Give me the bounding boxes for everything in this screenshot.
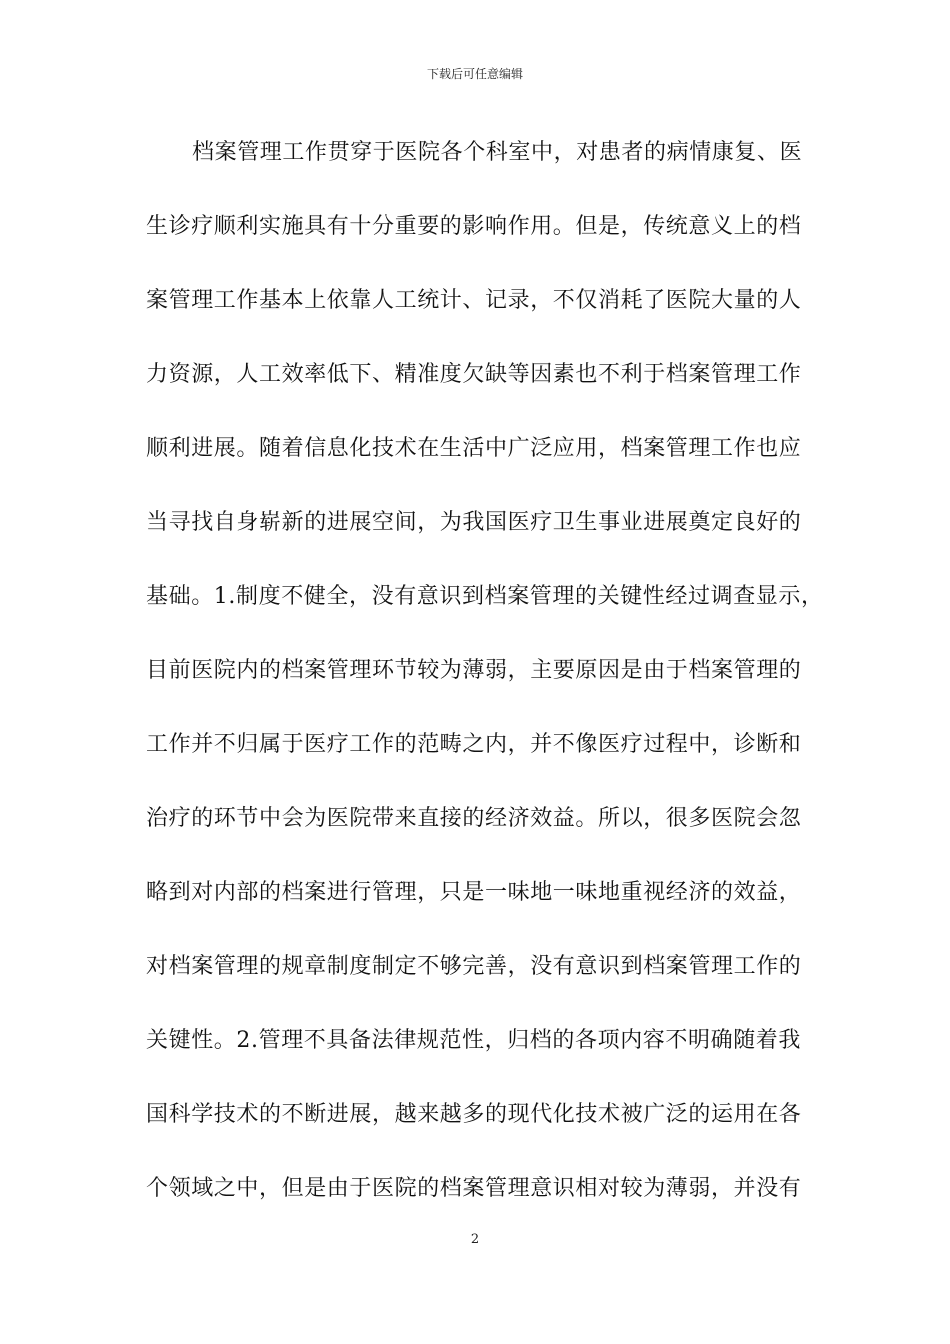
text-line-11: 略到对内部的档案进行管理，只是一味地一味地重视经济的效益， [146,880,802,905]
text-line-6: 当寻找自身崭新的进展空间，为我国医疗卫生事业进展奠定良好的 [146,510,802,535]
text-line-12: 对档案管理的规章制度制定不够完善，没有意识到档案管理工作的 [146,954,802,979]
text-line-5: 顺利进展。随着信息化技术在生活中广泛应用，档案管理工作也应 [146,436,802,461]
text-line-15: 个领域之中，但是由于医院的档案管理意识相对较为薄弱，并没有 [146,1176,802,1201]
page-header: 下载后可任意编辑 [426,67,523,81]
text-line-10: 治疗的环节中会为医院带来直接的经济效益。所以，很多医院会忽 [146,806,802,831]
text-line-14: 国科学技术的不断进展，越来越多的现代化技术被广泛的运用在各 [146,1102,802,1127]
text-line-9: 工作并不归属于医疗工作的范畴之内，并不像医疗过程中，诊断和 [146,732,802,757]
text-line-8: 目前医院内的档案管理环节较为薄弱，主要原因是由于档案管理的 [146,658,802,683]
text-line-1: 档案管理工作贯穿于医院各个科室中，对患者的病情康复、医 [192,140,803,165]
text-line-2: 生诊疗顺利实施具有十分重要的影响作用。但是，传统意义上的档 [146,214,802,239]
text-line-3: 案管理工作基本上依靠人工统计、记录，不仅消耗了医院大量的人 [146,288,802,313]
page-number: 2 [470,1232,480,1247]
text-line-13: 关键性。2.管理不具备法律规范性，归档的各项内容不明确随着我 [146,1028,801,1053]
text-line-7: 基础。1.制度不健全，没有意识到档案管理的关键性经过调查显示， [146,584,824,609]
text-line-4: 力资源，人工效率低下、精准度欠缺等因素也不利于档案管理工作 [146,362,802,387]
